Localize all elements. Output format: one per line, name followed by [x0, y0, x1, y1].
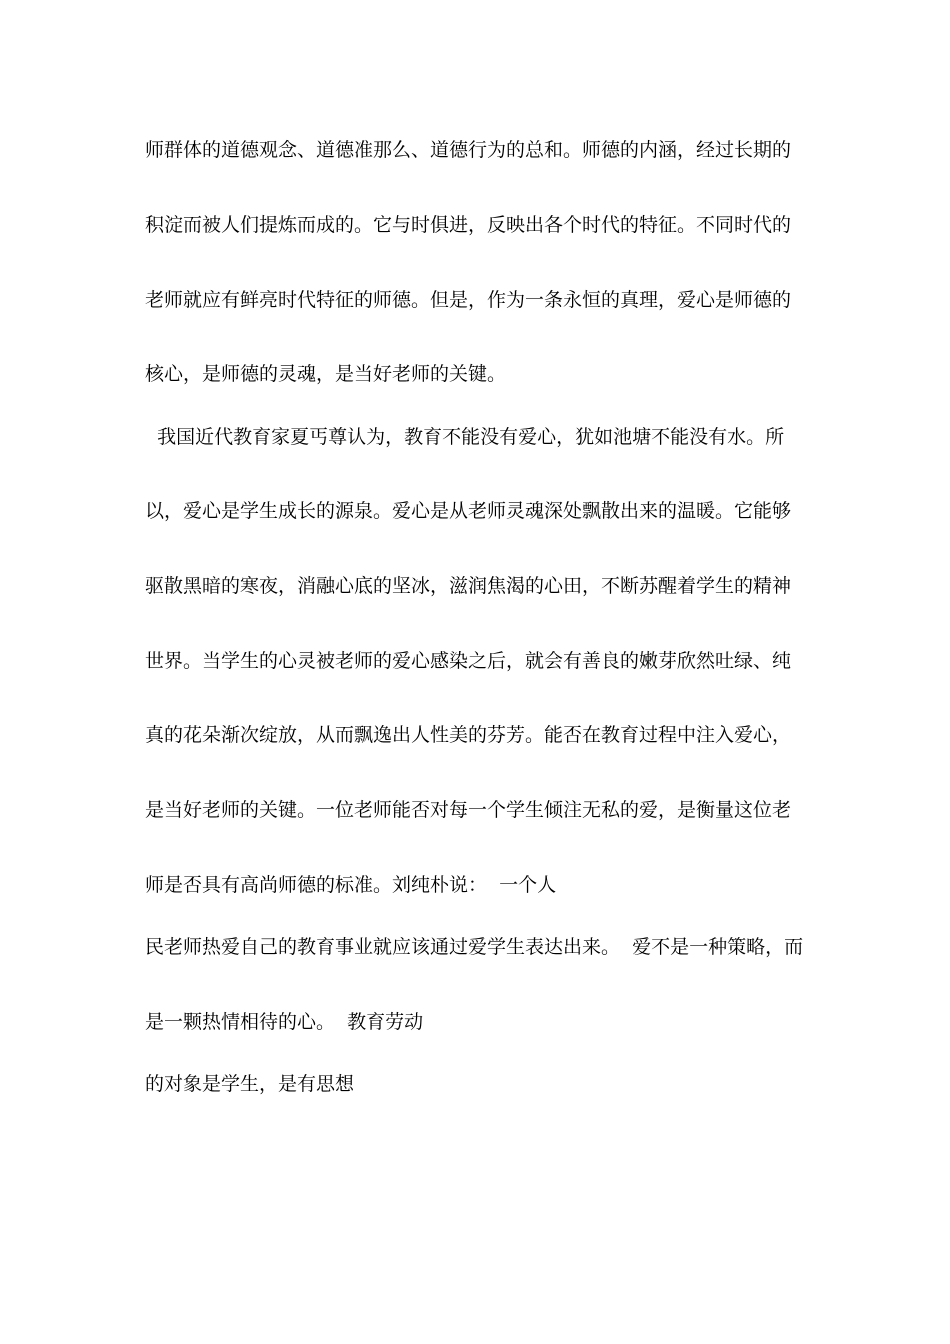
text-line: 积淀而被人们提炼而成的。它与时俱进，反映出各个时代的特征。不同时代的 [145, 214, 792, 236]
text-line: 师是否具有高尚师德的标准。刘纯朴说： 一个人 [145, 874, 557, 896]
text-line: 核心，是师德的灵魂，是当好老师的关键。 [145, 363, 507, 385]
text-line: 真的花朵渐次绽放，从而飘逸出人性美的芬芳。能否在教育过程中注入爱心， [145, 724, 792, 746]
text-line: 我国近代教育家夏丐尊认为，教育不能没有爱心，犹如池塘不能没有水。所 [145, 426, 785, 448]
text-line: 世界。当学生的心灵被老师的爱心感染之后，就会有善良的嫩芽欣然吐绿、纯 [145, 650, 792, 672]
text-line: 以，爱心是学生成长的源泉。爱心是从老师灵魂深处飘散出来的温暖。它能够 [145, 500, 792, 522]
text-line: 是当好老师的关键。一位老师能否对每一个学生倾注无私的爱，是衡量这位老 [145, 799, 792, 821]
text-line: 驱散黑暗的寒夜，消融心底的坚冰，滋润焦渴的心田，不断苏醒着学生的精神 [145, 575, 792, 597]
text-line: 的对象是学生，是有思想 [145, 1073, 355, 1095]
text-line: 民老师热爱自己的教育事业就应该通过爱学生表达出来。 爱不是一种策略，而 [145, 936, 804, 958]
text-line: 是一颗热情相待的心。 教育劳动 [145, 1011, 424, 1033]
text-line: 师群体的道德观念、道德准那么、道德行为的总和。师德的内涵，经过长期的 [145, 139, 792, 161]
text-line: 老师就应有鲜亮时代特征的师德。但是，作为一条永恒的真理，爱心是师德的 [145, 289, 792, 311]
